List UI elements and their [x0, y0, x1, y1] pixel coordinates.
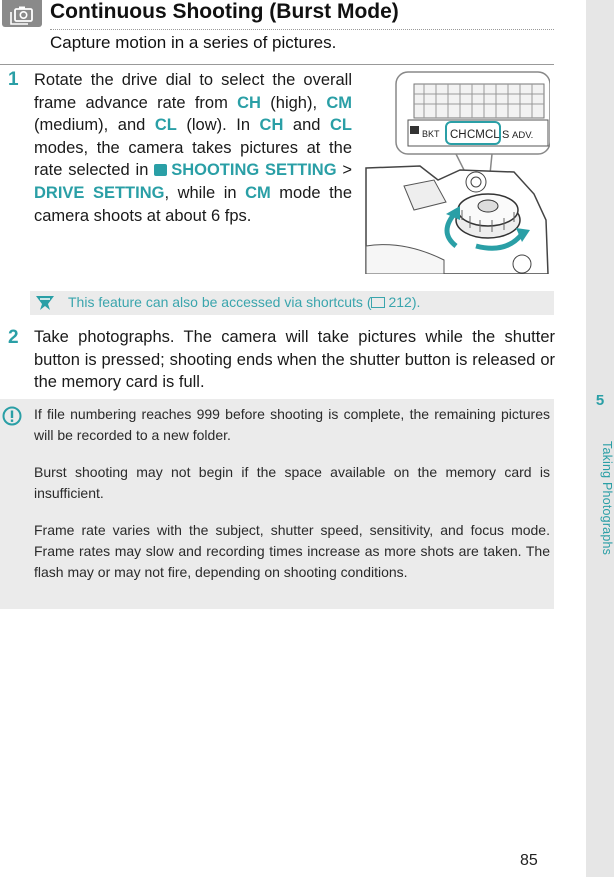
- dial-label-adv: ADV.: [512, 130, 534, 141]
- section-label: Taking Photographs: [600, 440, 614, 556]
- section-number: 5: [595, 392, 605, 409]
- dial-label-cm: CM: [467, 129, 485, 141]
- step-2-number: 2: [8, 327, 19, 348]
- drive-dial-illustration: [364, 70, 550, 274]
- step-2-text: Take photographs. The camera will take pictures while the shutter button is pressed; shooting ends when the shutter button is released or the memory card is full.: [34, 328, 555, 392]
- caution-text-3: Frame rate varies with the subject, shutter speed, sensitivity, and focus mode. Frame rates may slow and recording times increase as more shots are taken. The flash may or may not fire, depending on shooting conditions.: [34, 522, 550, 580]
- note-text: This feature can also be accessed via shortcuts ( 212).: [68, 294, 421, 310]
- dial-label-s: S: [502, 129, 510, 141]
- movie-icon: [410, 126, 419, 134]
- page-ref-link[interactable]: 212: [388, 294, 412, 310]
- caution-icon: [2, 406, 22, 431]
- shooting-menu-icon: [154, 164, 167, 176]
- dial-label-ch: CH: [450, 129, 467, 141]
- title-divider: [50, 29, 554, 30]
- header-divider: [0, 64, 554, 65]
- caution-text-2: Burst shooting may not begin if the space available on the memory card is insufficient.: [34, 464, 550, 501]
- page-ref-icon: [371, 297, 385, 308]
- page-number: 85: [520, 852, 538, 869]
- dial-label-bkt: BKT: [422, 129, 440, 139]
- burst-camera-icon: [2, 0, 42, 27]
- dial-label-cl: CL: [485, 129, 500, 141]
- page-title: Continuous Shooting (Burst Mode): [50, 0, 399, 23]
- step-1-text: Rotate the drive dial to select the overall frame advance rate from CH (high), CM (medium), and CL (low). In CH and CL modes, the camera takes pictures at the rate selected in SHOOTING SETTING > DRIVE SETTING, while in CM mode the camera shoots at about 6 fps.: [34, 71, 353, 225]
- step-1-number: 1: [8, 69, 19, 90]
- tip-icon: [34, 294, 56, 317]
- caution-text-1: If file numbering reaches 999 before shooting is complete, the remaining pictures will be recorded to a new folder.: [34, 406, 550, 443]
- page-subtitle: Capture motion in a series of pictures.: [50, 33, 337, 52]
